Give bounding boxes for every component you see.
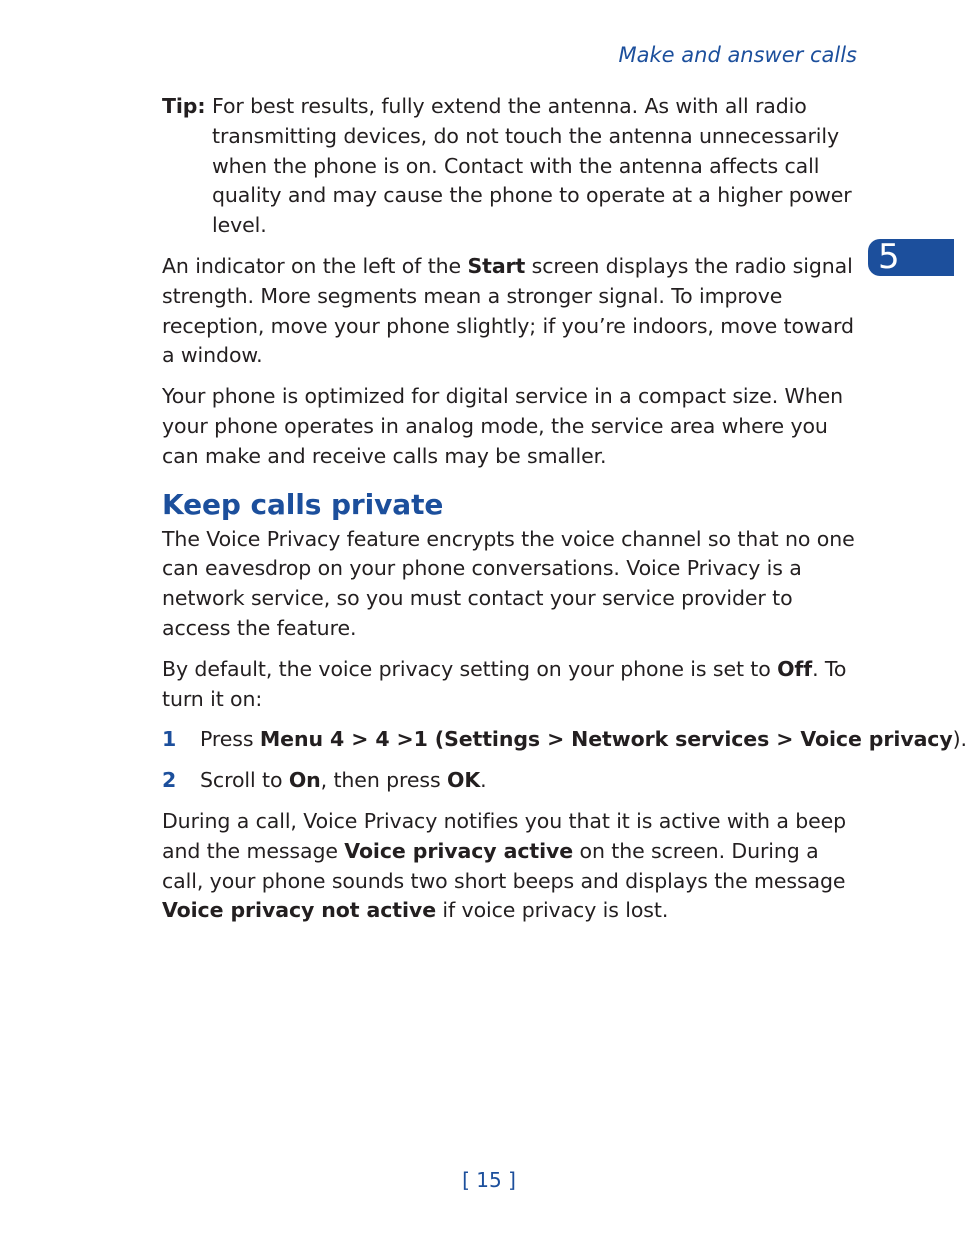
start-screen-term: Start — [467, 253, 526, 278]
paragraph-text: . To turn it on: — [162, 656, 847, 711]
signal-indicator-paragraph — [162, 252, 862, 371]
paragraph-text: An indicator on the left of the — [162, 253, 468, 278]
paragraph-text: By default, the voice privacy setting on your phone is set to — [162, 656, 778, 681]
paragraph-text: screen displays the radio signal strength. More segments mean a stronger signal. To improve reception, move your phone slightly; if you’re indoors, move toward a window. — [162, 253, 854, 368]
step-text-part: Press — [200, 727, 260, 752]
page-content — [162, 92, 967, 937]
section-title: Keep calls private — [162, 487, 444, 521]
during-call-paragraph — [162, 807, 862, 926]
step-number: 1 — [162, 727, 177, 752]
step-text-part: Scroll to — [200, 768, 289, 793]
chapter-tab: 5 — [868, 239, 954, 276]
step-number: 2 — [162, 768, 177, 793]
step-text — [200, 725, 967, 755]
tip-text: For best results, fully extend the antenna. As with all radio transmitting devices, do not touch the antenna unnecessarily when the phone is on. Contact with the antenna affects call quality and may cause the phone to operate at a higher power level. — [212, 94, 852, 238]
off-term: Off — [777, 656, 813, 681]
paragraph-text: on the screen. During a call, your phone sounds two short beeps and displays the message — [162, 838, 846, 893]
page-number: [ 15 ] — [462, 1168, 516, 1192]
paragraph-text: if voice privacy is lost. — [436, 898, 669, 923]
step-text-part: . — [480, 768, 487, 793]
running-head: Make and answer calls — [618, 43, 857, 67]
step-item — [162, 725, 967, 755]
default-setting-paragraph — [162, 655, 862, 715]
step-text-part: , then press — [320, 768, 448, 793]
paragraph-text: During a call, Voice Privacy notifies you that it is active with a beep and the message — [162, 808, 847, 863]
voice-privacy-intro: The Voice Privacy feature encrypts the voice channel so that no one can eavesdrop on your phone conversations. Voice Privacy is a network service, so you must contact your service provider to access the feature. — [162, 526, 855, 640]
menu-path: Menu 4 > 4 >1 (Settings > Network services > Voice privacy — [259, 727, 953, 752]
digital-service-paragraph: Your phone is optimized for digital service in a compact size. When your phone operates in analog mode, the service area where you can make and receive calls may be smaller. — [162, 384, 843, 468]
voice-privacy-not-active-term: Voice privacy not active — [162, 898, 436, 923]
tip-label: Tip: — [162, 94, 206, 118]
voice-privacy-active-term: Voice privacy active — [344, 838, 574, 863]
step-item — [162, 766, 862, 796]
ok-term: OK — [447, 768, 481, 793]
step-text-part: ). — [952, 727, 967, 752]
on-term: On — [288, 768, 321, 793]
step-text — [200, 766, 862, 796]
tip-block — [162, 92, 862, 241]
